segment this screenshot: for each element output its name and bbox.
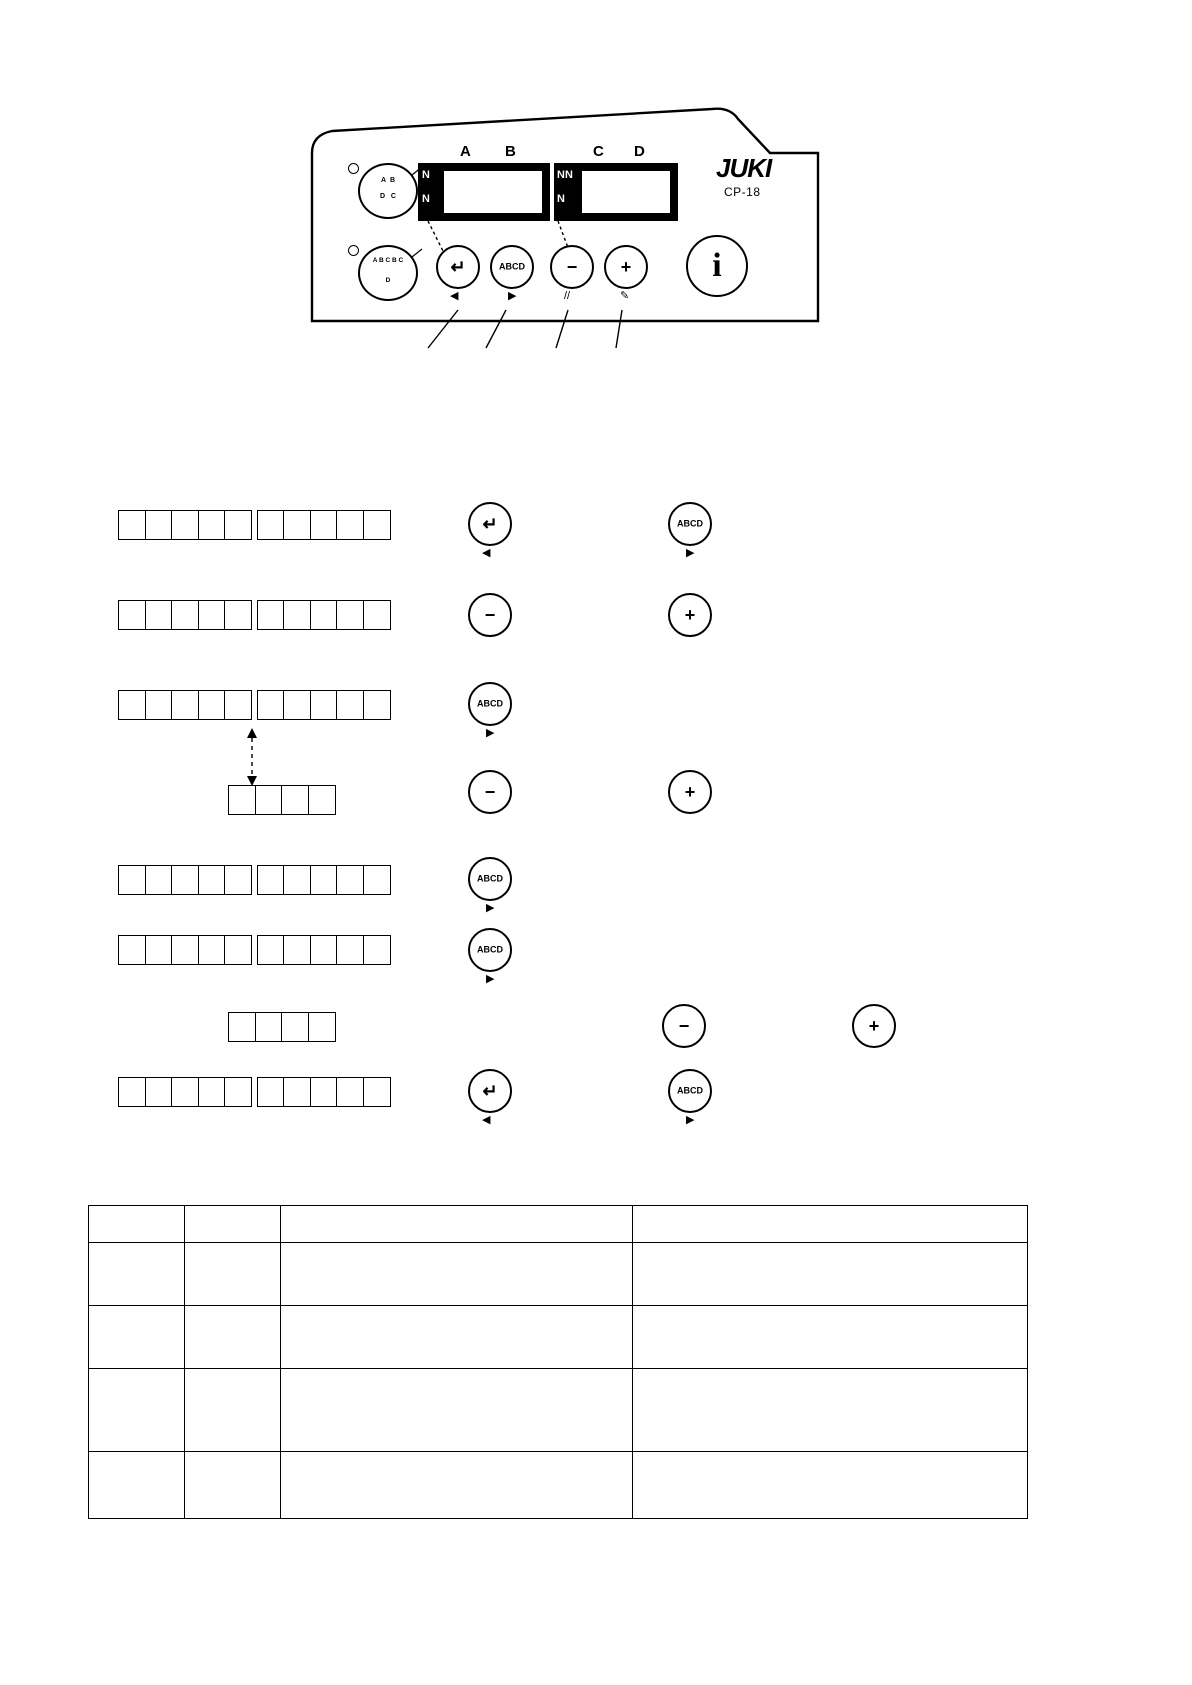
display-cell	[255, 1012, 283, 1042]
abcd-key-sub-arrow-icon: ▶	[686, 547, 695, 559]
display-cell	[198, 600, 226, 630]
lcd-right-screen	[582, 171, 670, 213]
display-cell	[145, 600, 173, 630]
table-cell	[89, 1306, 185, 1369]
table-cell	[632, 1306, 1027, 1369]
abcd-key[interactable]	[668, 1069, 712, 1113]
display-cell	[198, 510, 226, 540]
display-cell	[118, 865, 146, 895]
display-label-c: C	[593, 143, 605, 160]
display-cell	[224, 690, 252, 720]
display-cell	[145, 865, 173, 895]
table-cell	[89, 1369, 185, 1452]
plus-key-glyph: +	[620, 257, 632, 277]
display-cell	[224, 510, 252, 540]
enter-key-glyph: ↵	[482, 514, 498, 534]
minus-key-glyph: −	[566, 257, 578, 277]
table-cell	[280, 1452, 632, 1519]
pattern-knob-bottom-label-upper: A B C B C	[372, 257, 404, 264]
display-cell	[171, 510, 199, 540]
display-cell	[310, 1077, 338, 1107]
display-cell	[198, 865, 226, 895]
display-cell	[198, 935, 226, 965]
plus-key-glyph: +	[684, 605, 696, 625]
minus-key[interactable]	[468, 593, 512, 637]
display-cell	[257, 935, 285, 965]
plus-key-glyph: +	[684, 782, 696, 802]
enter-key[interactable]	[468, 502, 512, 546]
abcd-key-sub-arrow-icon: ▶	[686, 1114, 695, 1126]
lcd-left-mark-upper: И	[422, 169, 430, 181]
abcd-key-glyph: ABCD	[477, 944, 503, 955]
display-cell	[171, 935, 199, 965]
display-cell	[310, 600, 338, 630]
display-cell	[363, 600, 391, 630]
enter-key-sub-arrow-icon: ◀	[482, 1114, 491, 1126]
cell-group-1a	[118, 510, 389, 540]
display-cell	[336, 935, 364, 965]
abcd-key[interactable]	[468, 928, 512, 972]
abcd-key-sub-arrow-icon: ▶	[508, 290, 517, 302]
lcd-right-mark-upper: ИИ	[557, 169, 573, 181]
table-cell	[184, 1306, 280, 1369]
display-cell	[283, 690, 311, 720]
display-cell	[257, 865, 285, 895]
display-cell	[198, 690, 226, 720]
display-cell	[283, 865, 311, 895]
lcd-left-screen	[444, 171, 542, 213]
display-cell	[228, 1012, 256, 1042]
display-cell	[228, 785, 256, 815]
plus-key-sub-icon: ✎	[620, 290, 630, 302]
enter-key[interactable]	[468, 1069, 512, 1113]
display-cell	[145, 1077, 173, 1107]
cell-group-3a	[118, 690, 389, 720]
cell-group-2a	[118, 600, 389, 630]
minus-key-sub-icon: //	[564, 290, 571, 302]
enter-key-sub-arrow-icon: ◀	[482, 547, 491, 559]
table-cell	[89, 1243, 185, 1306]
display-cell	[257, 510, 285, 540]
pattern-knob-bottom[interactable]	[358, 245, 418, 301]
plus-key[interactable]	[852, 1004, 896, 1048]
display-cell	[118, 600, 146, 630]
display-cell	[118, 690, 146, 720]
display-cell	[363, 1077, 391, 1107]
led-indicator-bottom	[348, 245, 359, 256]
abcd-key-glyph: ABCD	[499, 261, 525, 272]
specification-table	[88, 1205, 1028, 1519]
minus-key[interactable]	[468, 770, 512, 814]
display-cell	[171, 600, 199, 630]
display-cell	[171, 865, 199, 895]
info-button[interactable]	[686, 235, 748, 297]
brand-logo: JUKI	[716, 153, 772, 183]
display-cell	[336, 690, 364, 720]
display-cell	[336, 510, 364, 540]
cell-group-7a	[118, 1077, 389, 1107]
display-cell	[118, 935, 146, 965]
pattern-knob-top-label-lower: D C	[380, 193, 396, 200]
abcd-key-sub-arrow-icon: ▶	[486, 973, 495, 985]
enter-key-glyph: ↵	[450, 257, 466, 277]
table-cell	[280, 1243, 632, 1306]
table-cell	[280, 1306, 632, 1369]
display-cell	[224, 1077, 252, 1107]
table-header-cell	[280, 1206, 632, 1243]
plus-key[interactable]	[668, 770, 712, 814]
model-label: CP-18	[724, 185, 761, 199]
display-cell	[281, 1012, 309, 1042]
display-cell	[145, 510, 173, 540]
table-header-cell	[89, 1206, 185, 1243]
display-cell	[283, 1077, 311, 1107]
minus-key-glyph: −	[484, 782, 496, 802]
plus-key[interactable]	[668, 593, 712, 637]
table-header-row	[89, 1206, 1028, 1243]
pattern-knob-bottom-label-lower: D	[385, 277, 391, 284]
table-cell	[184, 1369, 280, 1452]
plus-key-glyph: +	[868, 1016, 880, 1036]
display-cell	[308, 785, 336, 815]
display-cell	[283, 935, 311, 965]
control-panel-figure	[300, 105, 830, 355]
cell-group-3b	[228, 785, 334, 815]
display-cell	[118, 510, 146, 540]
abcd-key-glyph: ABCD	[677, 1085, 703, 1096]
pattern-knob-top[interactable]	[358, 163, 418, 219]
lcd-right-mark-lower: И	[557, 193, 565, 205]
display-label-b: B	[505, 143, 517, 160]
minus-key[interactable]	[662, 1004, 706, 1048]
display-cell	[283, 600, 311, 630]
display-cell	[224, 865, 252, 895]
display-cell	[308, 1012, 336, 1042]
display-cell	[310, 510, 338, 540]
abcd-key-glyph: ABCD	[477, 873, 503, 884]
display-cell	[283, 510, 311, 540]
display-cell	[257, 600, 285, 630]
cell-group-6a	[228, 1012, 334, 1042]
table-cell	[184, 1452, 280, 1519]
lcd-display-right	[554, 163, 678, 221]
display-cell	[255, 785, 283, 815]
table-row	[89, 1243, 1028, 1306]
pattern-knob-top-label-upper: A B	[381, 177, 395, 184]
abcd-key[interactable]	[668, 502, 712, 546]
abcd-key[interactable]	[468, 857, 512, 901]
display-cell	[257, 1077, 285, 1107]
display-cell	[310, 935, 338, 965]
table-cell	[632, 1452, 1027, 1519]
table-header-cell	[632, 1206, 1027, 1243]
display-cell	[363, 690, 391, 720]
enter-key-sub-arrow-icon: ◀	[450, 290, 459, 302]
enter-key[interactable]	[436, 245, 480, 289]
display-cell	[336, 1077, 364, 1107]
display-cell	[363, 935, 391, 965]
enter-key-glyph: ↵	[482, 1081, 498, 1101]
plus-key[interactable]	[604, 245, 648, 289]
cell-group-4a	[118, 865, 389, 895]
display-cell	[310, 690, 338, 720]
display-cell	[257, 690, 285, 720]
abcd-key-sub-arrow-icon: ▶	[486, 727, 495, 739]
panel-outline-shape	[300, 105, 830, 355]
bidirectional-dashed-arrow-icon	[240, 726, 264, 786]
display-cell	[145, 690, 173, 720]
table-header-cell	[184, 1206, 280, 1243]
display-cell	[171, 1077, 199, 1107]
info-button-label: i	[712, 247, 722, 284]
display-cell	[118, 1077, 146, 1107]
minus-key[interactable]	[550, 245, 594, 289]
display-cell	[281, 785, 309, 815]
display-cell	[363, 510, 391, 540]
led-indicator-top	[348, 163, 359, 174]
display-cell	[171, 690, 199, 720]
display-cell	[336, 865, 364, 895]
table-row	[89, 1369, 1028, 1452]
table-row	[89, 1306, 1028, 1369]
abcd-key[interactable]	[490, 245, 534, 289]
display-cell	[224, 935, 252, 965]
table-cell	[632, 1369, 1027, 1452]
lcd-display-left	[418, 163, 550, 221]
table-cell	[89, 1452, 185, 1519]
display-label-d: D	[634, 143, 646, 160]
display-cell	[336, 600, 364, 630]
table-cell	[280, 1369, 632, 1452]
table-row	[89, 1452, 1028, 1519]
display-label-a: A	[460, 143, 472, 160]
lcd-left-mark-lower: И	[422, 193, 430, 205]
display-cell	[224, 600, 252, 630]
display-cell	[310, 865, 338, 895]
display-cell	[363, 865, 391, 895]
cell-group-5a	[118, 935, 389, 965]
minus-key-glyph: −	[484, 605, 496, 625]
minus-key-glyph: −	[678, 1016, 690, 1036]
abcd-key[interactable]	[468, 682, 512, 726]
abcd-key-glyph: ABCD	[477, 698, 503, 709]
abcd-key-sub-arrow-icon: ▶	[486, 902, 495, 914]
table-cell	[632, 1243, 1027, 1306]
display-cell	[145, 935, 173, 965]
abcd-key-glyph: ABCD	[677, 518, 703, 529]
table-cell	[184, 1243, 280, 1306]
display-cell	[198, 1077, 226, 1107]
